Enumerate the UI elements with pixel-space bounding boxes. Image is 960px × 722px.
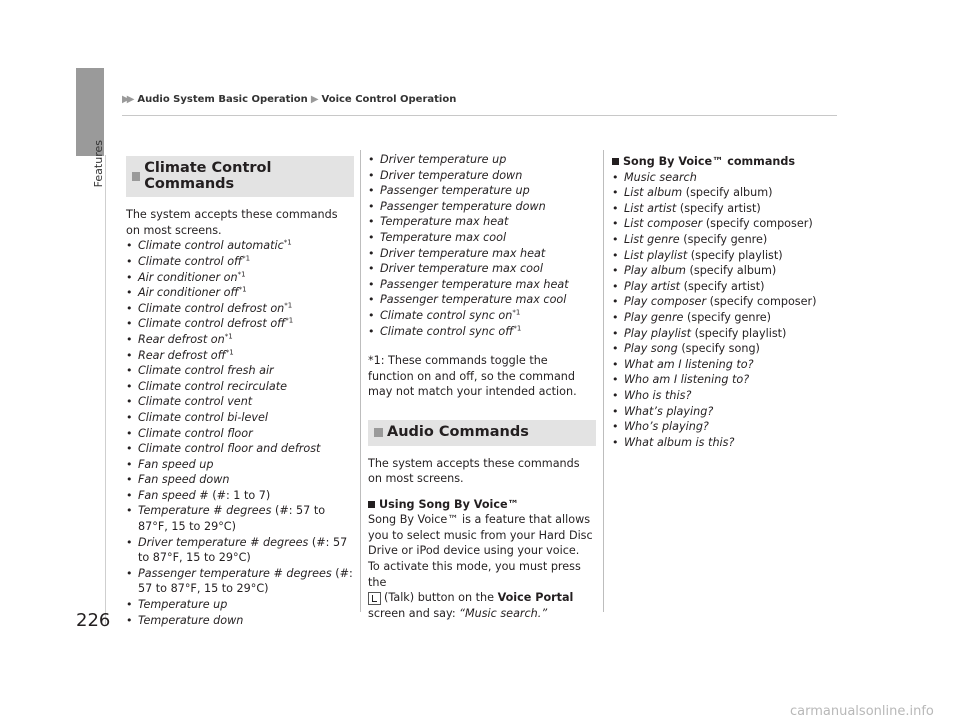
command-item: • Climate control vent [126, 394, 354, 410]
command-item: • Temperature max heat [368, 214, 596, 230]
middle-column [368, 152, 596, 621]
breadcrumb-item-voice-control[interactable]: Voice Control Operation [321, 94, 457, 105]
command-item: • Climate control sync $on^{*1}$ [368, 308, 596, 324]
command-item: • List artist (specify artist) [612, 201, 840, 217]
command-item: • Driver temperature up [368, 152, 596, 168]
command-item: • List playlist (specify playlist) [612, 248, 840, 264]
command-item: • Fan speed down [126, 472, 354, 488]
talk-icon [368, 592, 381, 605]
header-divider [122, 115, 837, 116]
command-item: • Passenger temperature max cool [368, 292, 596, 308]
climate-commands-column [126, 150, 354, 628]
command-item: • Music search [612, 170, 840, 186]
command-item: • Passenger temperature max heat [368, 277, 596, 293]
song-by-voice-commands-heading: Song By Voice™ commands [612, 154, 840, 170]
command-item: • Climate control sync off$^{*1}$ [368, 324, 596, 340]
audio-heading: Audio Commands [368, 420, 596, 446]
command-item: • Temperature down [126, 613, 354, 629]
command-item: • Air conditioner $on^{*1}$ [126, 270, 354, 286]
climate-footnote: *1: These commands toggle the function on and off, so the command may not match your intended action. [368, 354, 577, 399]
command-item: • Who am I listening to? [612, 372, 840, 388]
command-item: • Climate control floor and defrost [126, 441, 354, 457]
square-bullet-icon [612, 158, 619, 165]
command-item: • What’s playing? [612, 404, 840, 420]
command-item: • Driver temperature max heat [368, 246, 596, 262]
command-item: • Driver temperature # degrees (#: 57 to 87°F, 15 to 29°C) [126, 535, 354, 566]
square-bullet-icon [368, 501, 375, 508]
command-item: • Air conditioner off$^{*1}$ [126, 285, 354, 301]
climate-intro: The system accepts these commands on most screens. [126, 208, 338, 237]
command-item: • Driver temperature max cool [368, 261, 596, 277]
song-by-voice-activation: To activate this mode, you must press the (Talk) button on the Voice Portal screen and say: “Music search.” [368, 560, 581, 620]
column-divider [603, 150, 604, 612]
watermark: carmanualsonline.info [790, 704, 934, 719]
command-item: • Climate control bi-level [126, 410, 354, 426]
song-by-voice-description: Song By Voice™ is a feature that allows you to select music from your Hard Disc Drive or iPod device using your voice. [368, 513, 593, 558]
command-item: • Who’s playing? [612, 419, 840, 435]
command-item: • Play album (specify album) [612, 263, 840, 279]
command-item: • Temperature # degrees (#: 57 to 87°F, 15 to 29°C) [126, 503, 354, 534]
command-item: • Climate control defrost $on^{*1}$ [126, 301, 354, 317]
column-divider [360, 150, 361, 612]
command-item: • Climate control fresh air [126, 363, 354, 379]
song-by-voice-subheading: Using Song By Voice™ [368, 497, 596, 513]
command-item: • Play playlist (specify playlist) [612, 326, 840, 342]
command-item: • Passenger temperature down [368, 199, 596, 215]
side-label: Features [92, 140, 105, 188]
command-item: • Play genre (specify genre) [612, 310, 840, 326]
command-item: • Play composer (specify composer) [612, 294, 840, 310]
breadcrumb-arrow-icon: ▶ [310, 94, 316, 105]
command-item: • Who is this? [612, 388, 840, 404]
command-item: • Temperature up [126, 597, 354, 613]
command-item: • Temperature max cool [368, 230, 596, 246]
command-item: • Rear defrost off$^{*1}$ [126, 348, 354, 364]
climate-command-list [126, 238, 354, 628]
command-item: • Passenger temperature up [368, 183, 596, 199]
audio-intro: The system accepts these commands on most screens. [368, 456, 580, 486]
voice-portal-label: Voice Portal [497, 591, 574, 605]
command-item: • Climate control floor [126, 426, 354, 442]
breadcrumb-arrow-icon: ▶▶ [122, 94, 132, 105]
command-item: • Climate control defrost off$^{*1}$ [126, 316, 354, 332]
command-item: • List genre (specify genre) [612, 232, 840, 248]
breadcrumb-item-audio-system[interactable]: Audio System Basic Operation [137, 94, 308, 105]
command-item: • List album (specify album) [612, 185, 840, 201]
command-item: • Passenger temperature # degrees (#: 57 to 87°F, 15 to 29°C) [126, 566, 354, 597]
command-item: • Climate control automatic$^{*1}$ [126, 238, 354, 254]
climate-command-list-cont [368, 152, 596, 339]
square-bullet-icon [132, 172, 140, 181]
command-item: • Climate control recirculate [126, 379, 354, 395]
command-item: • Play song (specify song) [612, 341, 840, 357]
command-item: • What album is this? [612, 435, 840, 451]
page-number: 226 [76, 610, 111, 631]
command-item: • Fan speed # (#: 1 to 7) [126, 488, 354, 504]
command-item: • Rear defrost $on^{*1}$ [126, 332, 354, 348]
command-item: • List composer (specify composer) [612, 216, 840, 232]
command-item: • Play artist (specify artist) [612, 279, 840, 295]
command-item: • What am I listening to? [612, 357, 840, 373]
command-item: • Fan speed up [126, 457, 354, 473]
climate-heading: Climate Control Commands [126, 156, 354, 197]
song-by-voice-column [612, 150, 840, 450]
square-bullet-icon [374, 428, 383, 437]
breadcrumb [122, 94, 456, 105]
command-item: • Climate control off$^{*1}$ [126, 254, 354, 270]
side-divider [105, 155, 106, 625]
command-item: • Driver temperature down [368, 168, 596, 184]
song-by-voice-command-list [612, 170, 840, 451]
